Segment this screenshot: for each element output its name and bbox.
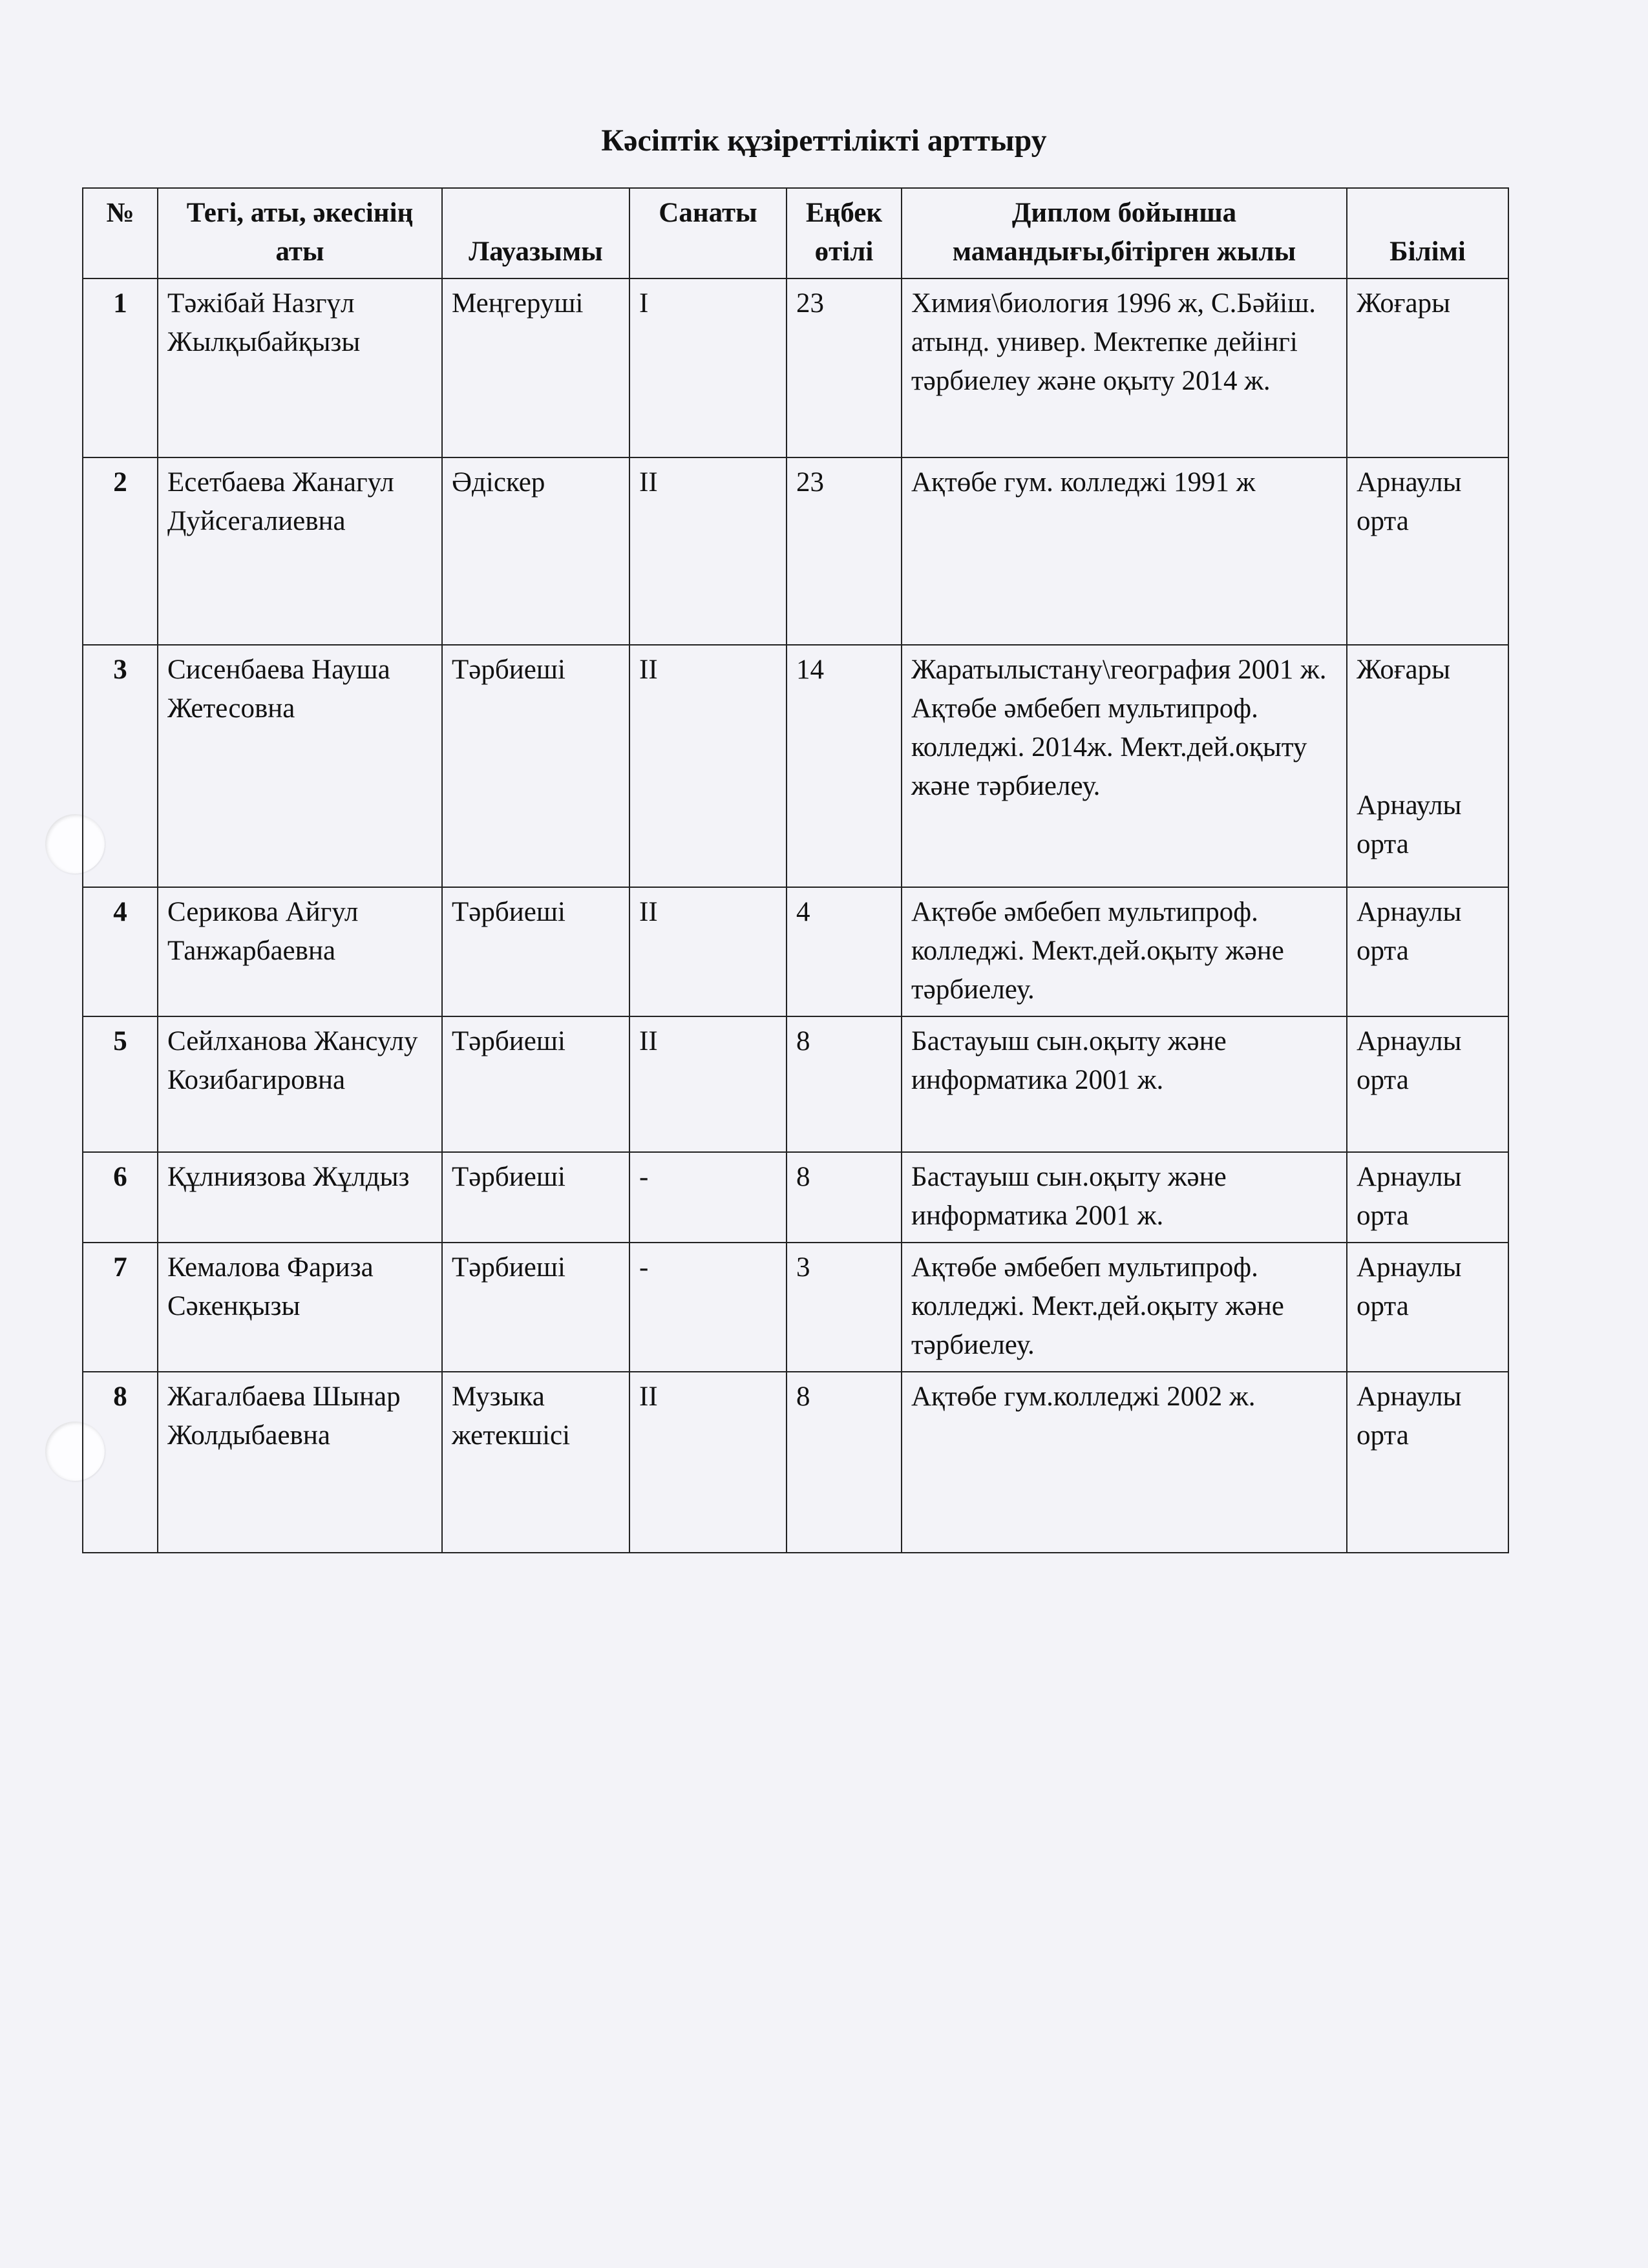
header-position: Лауазымы [442, 188, 629, 278]
table-header-row [83, 188, 1508, 278]
cell-position: Әдіскер [442, 457, 629, 645]
cell-num: 1 [83, 278, 158, 457]
table-row [83, 887, 1508, 1016]
cell-num: 4 [83, 887, 158, 1016]
cell-name: Сисенбаева Науша Жетесовна [158, 645, 442, 887]
cell-num: 7 [83, 1243, 158, 1372]
cell-diploma: Ақтөбе гум. колледжі 1991 ж [902, 457, 1347, 645]
cell-position: Тәрбиеші [442, 1152, 629, 1243]
staff-table [82, 187, 1509, 1553]
cell-category: II [629, 1372, 787, 1553]
cell-num: 5 [83, 1016, 158, 1152]
cell-position: Тәрбиеші [442, 1243, 629, 1372]
header-category: Санаты [629, 188, 787, 278]
cell-education: Арнаулы орта [1347, 1243, 1508, 1372]
cell-category: II [629, 887, 787, 1016]
header-name: Тегі, аты, әкесінің аты [158, 188, 442, 278]
cell-education: Арнаулы орта [1347, 887, 1508, 1016]
header-experience: Еңбек өтілі [787, 188, 902, 278]
cell-education: Арнаулы орта [1347, 1152, 1508, 1243]
table-row [83, 1152, 1508, 1243]
education-primary: Жоғары [1357, 655, 1450, 685]
cell-experience: 23 [787, 457, 902, 645]
cell-experience: 3 [787, 1243, 902, 1372]
education-secondary: Арнаулы орта [1357, 790, 1462, 859]
header-education: Білімі [1347, 188, 1508, 278]
header-num: № [83, 188, 158, 278]
cell-name: Тәжібай Назгүл Жылқыбайқызы [158, 278, 442, 457]
cell-diploma: Ақтөбе гум.колледжі 2002 ж. [902, 1372, 1347, 1553]
cell-experience: 8 [787, 1016, 902, 1152]
header-diploma: Диплом бойынша мамандығы,бітірген жылы [902, 188, 1347, 278]
cell-position: Тәрбиеші [442, 887, 629, 1016]
cell-experience: 8 [787, 1152, 902, 1243]
table-row [83, 645, 1508, 887]
cell-name: Жагалбаева Шынар Жолдыбаевна [158, 1372, 442, 1553]
cell-diploma: Жаратылыстану\география 2001 ж. Ақтөбе әмбебеп мультипроф. колледжі. 2014ж. Мект.дей.оқыту және тәрбиелеу. [902, 645, 1347, 887]
cell-education: Арнаулы орта [1347, 457, 1508, 645]
cell-num: 6 [83, 1152, 158, 1243]
cell-education [1347, 645, 1508, 887]
table-row [83, 457, 1508, 645]
cell-name: Кемалова Фариза Сәкенқызы [158, 1243, 442, 1372]
cell-experience: 8 [787, 1372, 902, 1553]
table-row [83, 1372, 1508, 1553]
cell-education: Арнаулы орта [1347, 1016, 1508, 1152]
cell-position: Музыка жетекшісі [442, 1372, 629, 1553]
cell-experience: 14 [787, 645, 902, 887]
cell-diploma: Бастауыш сын.оқыту және информатика 2001 ж. [902, 1016, 1347, 1152]
cell-education: Арнаулы орта [1347, 1372, 1508, 1553]
cell-category: - [629, 1152, 787, 1243]
cell-category: II [629, 1016, 787, 1152]
cell-category: II [629, 645, 787, 887]
cell-num: 8 [83, 1372, 158, 1553]
cell-name: Құлниязова Жұлдыз [158, 1152, 442, 1243]
cell-num: 2 [83, 457, 158, 645]
cell-category: II [629, 457, 787, 645]
cell-diploma: Ақтөбе әмбебеп мультипроф. колледжі. Мект.дей.оқыту және тәрбиелеу. [902, 887, 1347, 1016]
cell-position: Меңгеруші [442, 278, 629, 457]
table-row [83, 1243, 1508, 1372]
cell-diploma: Ақтөбе әмбебеп мультипроф. колледжі. Мект.дей.оқыту және тәрбиелеу. [902, 1243, 1347, 1372]
table-row [83, 1016, 1508, 1152]
cell-position: Тәрбиеші [442, 645, 629, 887]
cell-diploma: Химия\биология 1996 ж, С.Бәйіш. атынд. универ. Мектепке дейінгі тәрбиелеу және оқыту 2014 ж. [902, 278, 1347, 457]
cell-position: Тәрбиеші [442, 1016, 629, 1152]
cell-name: Сейлханова Жансулу Козибагировна [158, 1016, 442, 1152]
table-row [83, 278, 1508, 457]
page-title: Кәсіптік құзіреттілікті арттыру [601, 123, 1047, 158]
cell-experience: 23 [787, 278, 902, 457]
cell-num: 3 [83, 645, 158, 887]
cell-experience: 4 [787, 887, 902, 1016]
cell-category: - [629, 1243, 787, 1372]
cell-name: Серикова Айгул Танжарбаевна [158, 887, 442, 1016]
cell-category: I [629, 278, 787, 457]
cell-name: Есетбаева Жанагул Дуйсегалиевна [158, 457, 442, 645]
cell-education: Жоғары [1347, 278, 1508, 457]
cell-diploma: Бастауыш сын.оқыту және информатика 2001 ж. [902, 1152, 1347, 1243]
